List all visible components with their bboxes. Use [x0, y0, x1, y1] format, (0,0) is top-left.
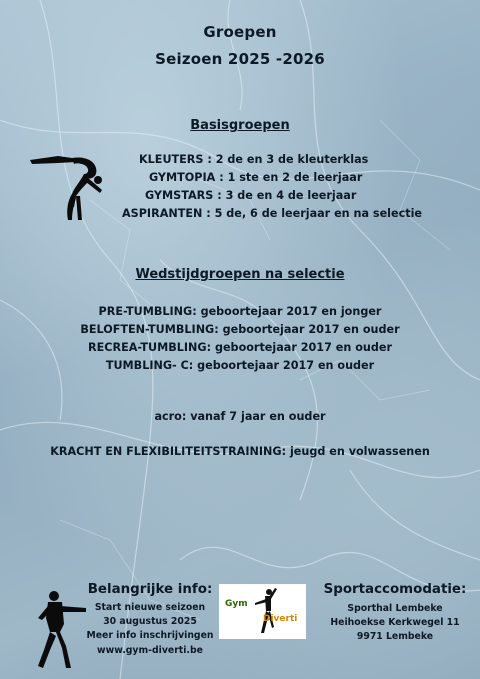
info-line-website[interactable]: www.gym-diverti.be	[97, 645, 203, 656]
basis-line-gymtopia: GYMTOPIA : 1 ste en 2 de leerjaar	[149, 171, 363, 184]
info-heading: Belangrijke info:	[87, 582, 213, 597]
wedstrijd-line-pre-tumbling: PRE-TUMBLING: geboortejaar 2017 en jonger	[98, 305, 382, 318]
venue-heading: Sportaccomodatie:	[323, 582, 467, 597]
wedstrijd-heading: Wedstijdgroepen na selectie	[135, 267, 345, 282]
kracht-line: KRACHT EN FLEXIBILITEITSTRAINING: jeugd en volwassenen	[50, 445, 430, 458]
wedstrijd-line-beloften: BELOFTEN-TUMBLING: geboortejaar 2017 en ouder	[80, 323, 400, 336]
venue-line-street: Heihoekse Kerkwegel 11	[330, 617, 460, 628]
dancer-logo-icon	[249, 587, 277, 635]
wedstrijd-line-tumbling-c: TUMBLING- C: geboortejaar 2017 en ouder	[105, 359, 375, 372]
basis-line-gymstars: GYMSTARS : 3 de en 4 de leerjaar	[145, 189, 357, 202]
season-title: Seizoen 2025 -2026	[155, 50, 325, 68]
logo-text-diverti: Diverti	[263, 614, 298, 624]
acro-line: acro: vanaf 7 jaar en ouder	[154, 410, 326, 423]
venue-line-name: Sporthal Lembeke	[347, 603, 443, 614]
page-title: Groepen	[203, 23, 277, 41]
basis-line-kleuters: KLEUTERS : 2 de en 3 de kleuterklas	[139, 153, 369, 166]
venue-line-city: 9971 Lembeke	[356, 631, 434, 642]
backbend-gymnast-icon	[28, 150, 108, 225]
info-line-more: Meer info inschrijvingen	[86, 630, 214, 641]
basis-line-aspiranten: ASPIRANTEN : 5 de, 6 de leerjaar en na selectie	[122, 207, 423, 220]
punching-athlete-icon	[32, 588, 90, 672]
wedstrijd-line-recrea: RECREA-TUMBLING: geboortejaar 2017 en ouder	[88, 341, 392, 354]
logo-text-gym: Gym	[225, 599, 248, 609]
basis-heading: Basisgroepen	[190, 118, 290, 133]
info-line-date: 30 augustus 2025	[103, 616, 197, 627]
info-line-start: Start nieuwe seizoen	[94, 602, 206, 613]
gym-diverti-logo	[219, 584, 306, 639]
